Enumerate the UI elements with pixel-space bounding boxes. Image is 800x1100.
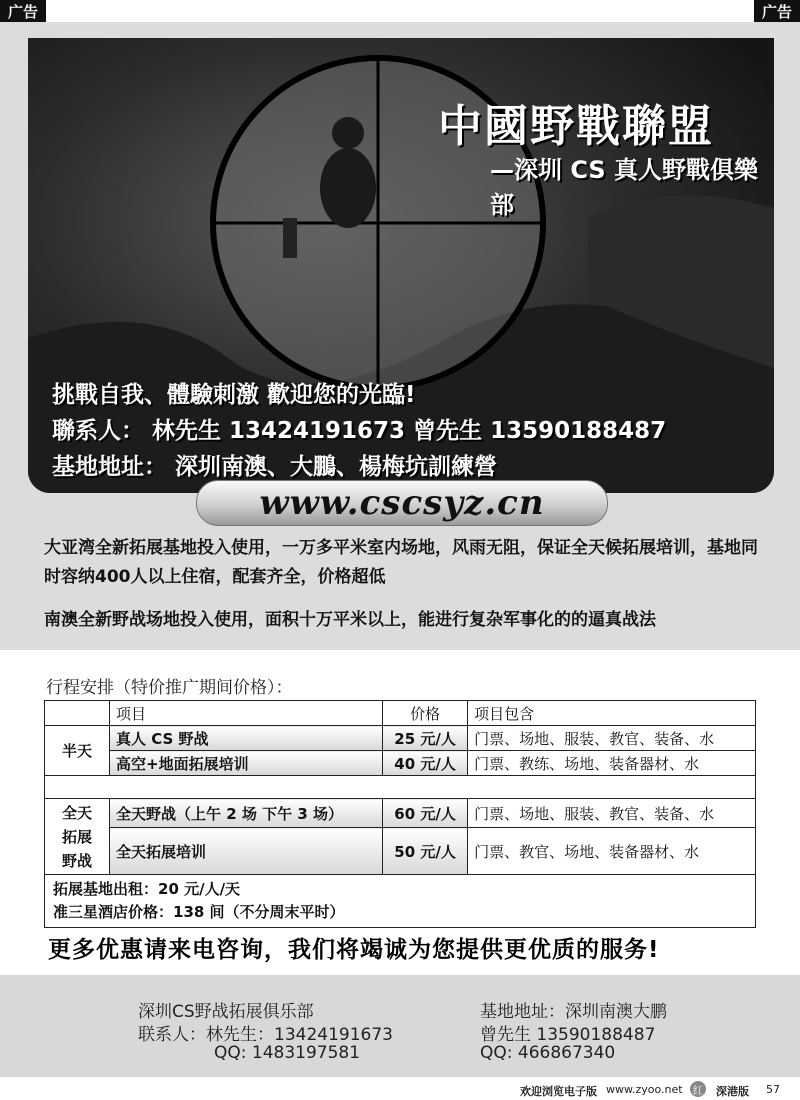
banner-slogan: 挑戰自我、體驗刺激 歡迎您的光臨! <box>52 382 416 408</box>
table-footer-row <box>45 875 756 928</box>
banner-contacts: 聯系人： 林先生 13424191673 曾先生 13590188487 <box>52 418 667 444</box>
header-includes: 项目包含 <box>468 701 756 726</box>
footer-welcome: 欢迎浏览电子版 <box>520 1085 597 1098</box>
page-footer <box>0 1079 800 1100</box>
header-price: 价格 <box>383 701 468 726</box>
base-address: 基地地址：深圳南澳大鹏 <box>480 1002 667 1022</box>
banner-photo <box>28 38 774 493</box>
ad-tag-left: 广告 <box>0 0 46 22</box>
contact-box <box>0 975 800 1077</box>
table-row <box>45 799 756 828</box>
table-header-row <box>45 701 756 726</box>
banner-base-address: 基地地址： 深圳南澳、大鵬、楊梅坑訓練營 <box>52 454 498 480</box>
intro-paragraph-2: 南澳全新野战场地投入使用，面积十万平米以上，能进行复杂军事化的的逼真战法 <box>44 610 656 630</box>
row-item: 全天野战（上午 2 场 下午 3 场） <box>110 799 383 828</box>
schedule-table <box>44 700 756 928</box>
row-price: 60 元/人 <box>383 799 468 828</box>
table-spacer-row <box>45 776 756 799</box>
table-row <box>45 751 756 776</box>
schedule-title: 行程安排（特价推广期间价格）： <box>46 678 293 698</box>
contact-person-1: 联系人：林先生：13424191673 <box>138 1025 393 1045</box>
service-slogan: 更多优惠请来电咨询，我们将竭诚为您提供更优质的服务! <box>48 937 660 963</box>
qq-2: QQ: 466867340 <box>480 1043 616 1063</box>
page-number: 57 <box>766 1083 780 1096</box>
full-day-category-line: 拓展 <box>61 827 92 846</box>
row-includes: 门票、教练、场地、装备器材、水 <box>468 751 756 776</box>
banner-subhead: —深圳 CS 真人野戰俱樂部 <box>490 156 759 219</box>
ad-tag-right: 广告 <box>754 0 800 22</box>
row-item: 全天拓展培训 <box>110 828 383 875</box>
row-includes: 门票、场地、服装、教官、装备、水 <box>468 799 756 828</box>
contact-person-2: 曾先生 13590188487 <box>480 1025 656 1045</box>
row-includes: 门票、场地、服装、教官、装备、水 <box>468 726 756 751</box>
full-day-category-line: 全天 <box>61 803 92 822</box>
row-price: 40 元/人 <box>383 751 468 776</box>
website-url[interactable]: www.cscsyz.cn <box>259 483 545 523</box>
intro-paragraph-1: 大亚湾全新拓展基地投入使用，一万多平米室内场地，风雨无阻，保证全天候拓展培训，基地同时容纳400人以上住宿，配套齐全，价格超低 <box>44 538 758 587</box>
full-day-category <box>45 799 110 875</box>
base-rental-price: 拓展基地出租：20 元/人/天 <box>53 880 241 898</box>
club-name: 深圳CS野战拓展俱乐部 <box>138 1002 314 1022</box>
full-day-category-line: 野战 <box>61 851 92 870</box>
row-includes: 门票、教官、场地、装备器材、水 <box>468 828 756 875</box>
table-row <box>45 726 756 751</box>
row-item: 真人 CS 野战 <box>110 726 383 751</box>
header-item: 项目 <box>110 701 383 726</box>
qq-1: QQ: 1483197581 <box>214 1043 361 1063</box>
magazine-logo-icon: 红 <box>690 1081 706 1097</box>
row-price: 25 元/人 <box>383 726 468 751</box>
row-item: 高空+地面拓展培训 <box>110 751 383 776</box>
half-day-category: 半天 <box>45 726 110 776</box>
header-blank <box>45 701 110 726</box>
website-url-pill[interactable] <box>196 480 608 526</box>
footer-site[interactable]: www.zyoo.net <box>606 1083 683 1096</box>
table-row <box>45 828 756 875</box>
footer-edition: 深港版 <box>716 1085 749 1098</box>
row-price: 50 元/人 <box>383 828 468 875</box>
table-footer <box>45 875 756 928</box>
banner-headline: 中國野戰聯盟 <box>438 101 714 152</box>
hotel-price: 准三星酒店价格：138 间（不分周末平时） <box>53 903 345 921</box>
